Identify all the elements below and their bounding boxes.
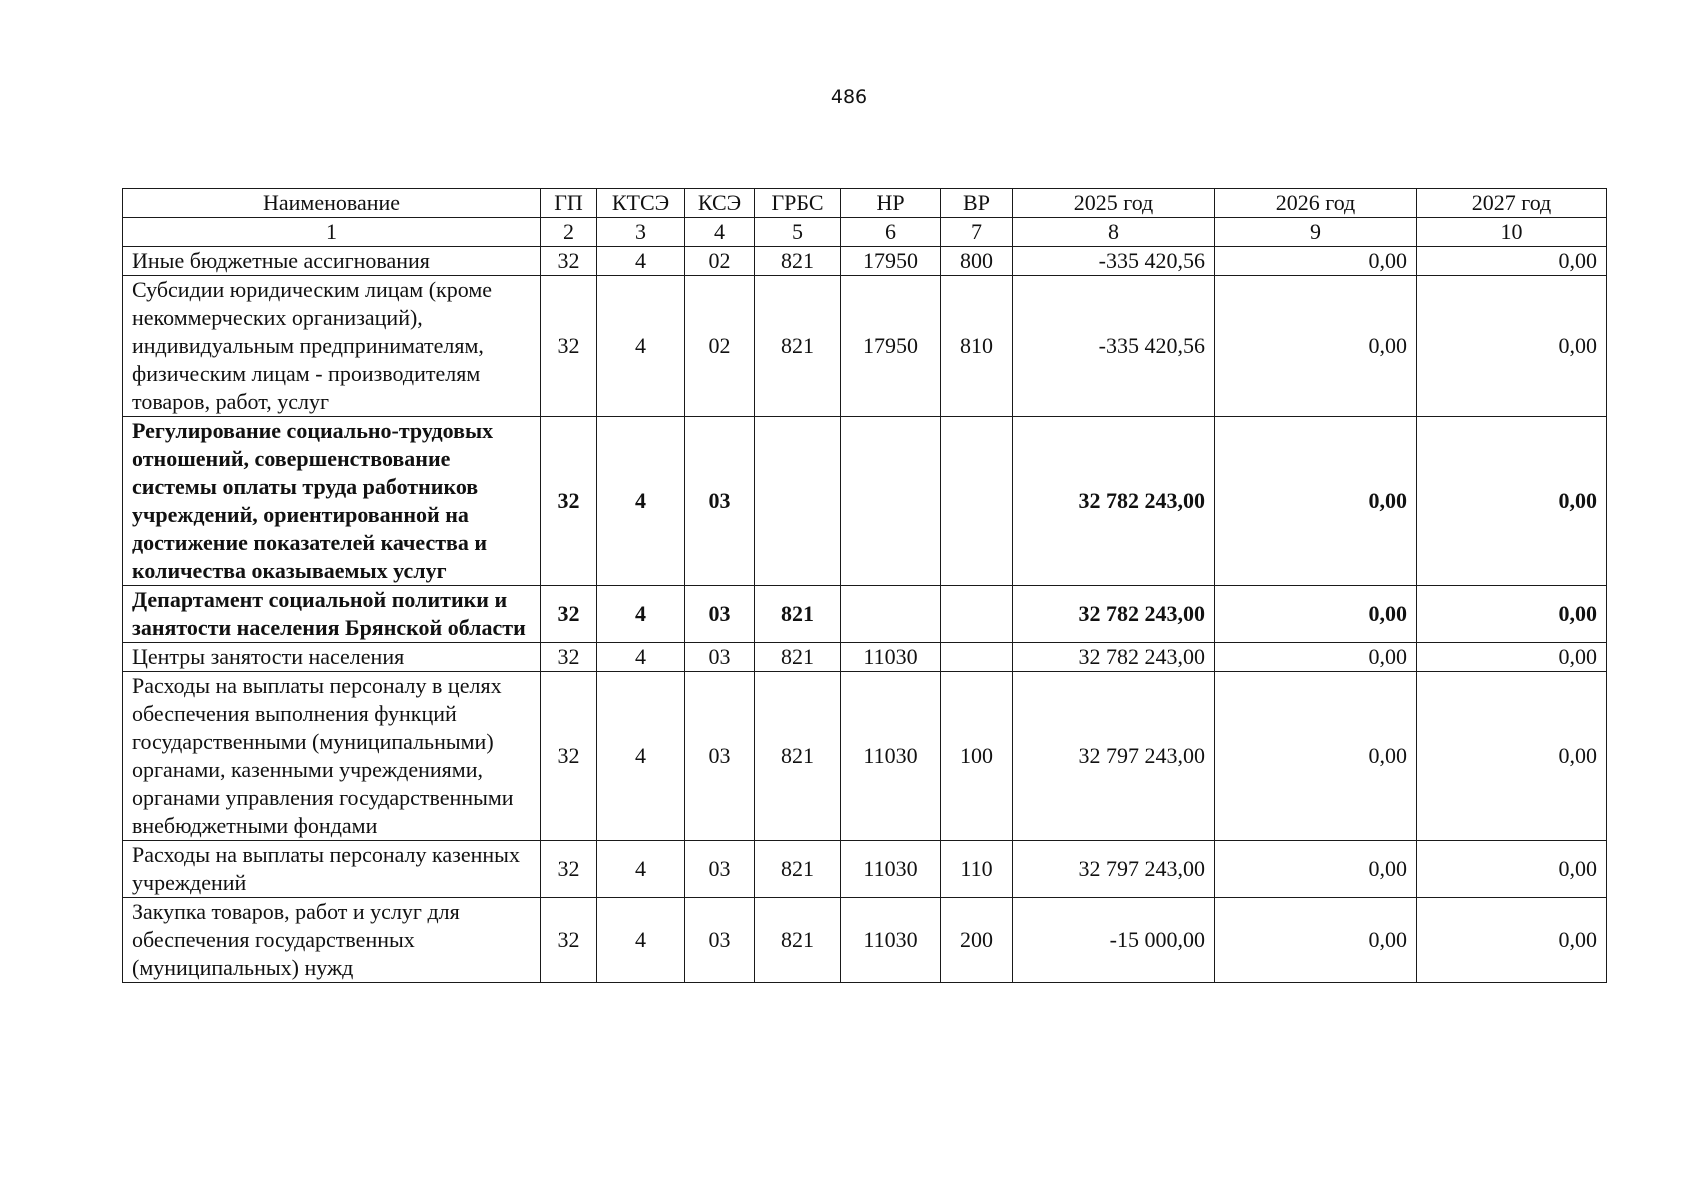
row-grbs: 821 xyxy=(755,276,841,417)
col-header-grbs: ГРБС xyxy=(755,189,841,218)
row-ktse: 4 xyxy=(597,586,685,643)
header-row xyxy=(123,189,1607,218)
row-ktse: 4 xyxy=(597,247,685,276)
row-amount-2027: 0,00 xyxy=(1417,247,1607,276)
row-grbs: 821 xyxy=(755,898,841,983)
col-header-nr: НР xyxy=(841,189,941,218)
row-name: Расходы на выплаты персоналу в целях обеспечения выполнения функций государственными (муниципальными) органами, казенными учреждениями, органами управления государственными внебюджетными фондами xyxy=(123,672,541,841)
row-kse: 03 xyxy=(685,898,755,983)
table-row xyxy=(123,586,1607,643)
row-amount-2026: 0,00 xyxy=(1215,247,1417,276)
row-kse: 02 xyxy=(685,276,755,417)
row-amount-2026: 0,00 xyxy=(1215,417,1417,586)
table-row xyxy=(123,643,1607,672)
row-amount-2025: -15 000,00 xyxy=(1013,898,1215,983)
column-number: 9 xyxy=(1215,218,1417,247)
row-gp: 32 xyxy=(541,276,597,417)
row-amount-2026: 0,00 xyxy=(1215,898,1417,983)
row-grbs: 821 xyxy=(755,841,841,898)
row-kse: 02 xyxy=(685,247,755,276)
row-amount-2026: 0,00 xyxy=(1215,586,1417,643)
row-amount-2027: 0,00 xyxy=(1417,276,1607,417)
table-row xyxy=(123,672,1607,841)
row-amount-2026: 0,00 xyxy=(1215,276,1417,417)
row-amount-2025: -335 420,56 xyxy=(1013,276,1215,417)
row-kse: 03 xyxy=(685,841,755,898)
budget-table xyxy=(122,188,1607,983)
table-row xyxy=(123,247,1607,276)
table-body xyxy=(123,247,1607,983)
row-grbs: 821 xyxy=(755,672,841,841)
col-header-vr: ВР xyxy=(941,189,1013,218)
row-ktse: 4 xyxy=(597,898,685,983)
row-name: Регулирование социально-трудовых отношений, совершенствование системы оплаты труда работников учреждений, ориентированной на достижение показателей качества и количества оказываемых услуг xyxy=(123,417,541,586)
row-ktse: 4 xyxy=(597,643,685,672)
row-name: Центры занятости населения xyxy=(123,643,541,672)
row-amount-2025: 32 782 243,00 xyxy=(1013,643,1215,672)
col-header-name: Наименование xyxy=(123,189,541,218)
row-name: Иные бюджетные ассигнования xyxy=(123,247,541,276)
column-number: 2 xyxy=(541,218,597,247)
row-amount-2025: 32 782 243,00 xyxy=(1013,586,1215,643)
row-nr: 17950 xyxy=(841,276,941,417)
row-grbs xyxy=(755,417,841,586)
row-kse: 03 xyxy=(685,586,755,643)
row-vr xyxy=(941,643,1013,672)
row-amount-2025: 32 797 243,00 xyxy=(1013,672,1215,841)
row-amount-2026: 0,00 xyxy=(1215,643,1417,672)
column-number-row xyxy=(123,218,1607,247)
col-header-gp: ГП xyxy=(541,189,597,218)
column-number: 10 xyxy=(1417,218,1607,247)
column-number: 5 xyxy=(755,218,841,247)
row-nr: 17950 xyxy=(841,247,941,276)
row-kse: 03 xyxy=(685,417,755,586)
row-nr xyxy=(841,586,941,643)
col-header-2025: 2025 год xyxy=(1013,189,1215,218)
row-name: Субсидии юридическим лицам (кроме некоммерческих организаций), индивидуальным предпринимателям, физическим лицам - производителям товаров, работ, услуг xyxy=(123,276,541,417)
row-ktse: 4 xyxy=(597,417,685,586)
row-nr: 11030 xyxy=(841,841,941,898)
row-grbs: 821 xyxy=(755,247,841,276)
row-amount-2027: 0,00 xyxy=(1417,643,1607,672)
row-gp: 32 xyxy=(541,672,597,841)
table-row xyxy=(123,841,1607,898)
row-gp: 32 xyxy=(541,417,597,586)
row-kse: 03 xyxy=(685,643,755,672)
column-number: 3 xyxy=(597,218,685,247)
row-name: Расходы на выплаты персоналу казенных учреждений xyxy=(123,841,541,898)
row-vr: 100 xyxy=(941,672,1013,841)
row-nr: 11030 xyxy=(841,643,941,672)
row-amount-2027: 0,00 xyxy=(1417,841,1607,898)
col-header-kse: КСЭ xyxy=(685,189,755,218)
row-name: Департамент социальной политики и занятости населения Брянской области xyxy=(123,586,541,643)
row-gp: 32 xyxy=(541,898,597,983)
row-vr: 110 xyxy=(941,841,1013,898)
row-nr xyxy=(841,417,941,586)
row-ktse: 4 xyxy=(597,276,685,417)
row-amount-2025: -335 420,56 xyxy=(1013,247,1215,276)
column-number: 4 xyxy=(685,218,755,247)
row-vr xyxy=(941,417,1013,586)
row-vr xyxy=(941,586,1013,643)
column-number: 1 xyxy=(123,218,541,247)
row-gp: 32 xyxy=(541,247,597,276)
row-amount-2027: 0,00 xyxy=(1417,417,1607,586)
row-vr: 810 xyxy=(941,276,1013,417)
table-row xyxy=(123,417,1607,586)
column-number: 7 xyxy=(941,218,1013,247)
row-grbs: 821 xyxy=(755,586,841,643)
row-grbs: 821 xyxy=(755,643,841,672)
row-gp: 32 xyxy=(541,586,597,643)
row-amount-2026: 0,00 xyxy=(1215,672,1417,841)
row-amount-2025: 32 782 243,00 xyxy=(1013,417,1215,586)
row-nr: 11030 xyxy=(841,898,941,983)
row-ktse: 4 xyxy=(597,841,685,898)
col-header-2027: 2027 год xyxy=(1417,189,1607,218)
row-name: Закупка товаров, работ и услуг для обеспечения государственных (муниципальных) нужд xyxy=(123,898,541,983)
row-nr: 11030 xyxy=(841,672,941,841)
page-number: 486 xyxy=(830,86,868,108)
column-number: 8 xyxy=(1013,218,1215,247)
row-amount-2027: 0,00 xyxy=(1417,672,1607,841)
row-kse: 03 xyxy=(685,672,755,841)
table-row xyxy=(123,898,1607,983)
row-vr: 800 xyxy=(941,247,1013,276)
row-amount-2025: 32 797 243,00 xyxy=(1013,841,1215,898)
row-ktse: 4 xyxy=(597,672,685,841)
col-header-ktse: КТСЭ xyxy=(597,189,685,218)
table-row xyxy=(123,276,1607,417)
col-header-2026: 2026 год xyxy=(1215,189,1417,218)
column-number: 6 xyxy=(841,218,941,247)
row-amount-2026: 0,00 xyxy=(1215,841,1417,898)
row-gp: 32 xyxy=(541,841,597,898)
row-amount-2027: 0,00 xyxy=(1417,586,1607,643)
row-amount-2027: 0,00 xyxy=(1417,898,1607,983)
row-vr: 200 xyxy=(941,898,1013,983)
row-gp: 32 xyxy=(541,643,597,672)
